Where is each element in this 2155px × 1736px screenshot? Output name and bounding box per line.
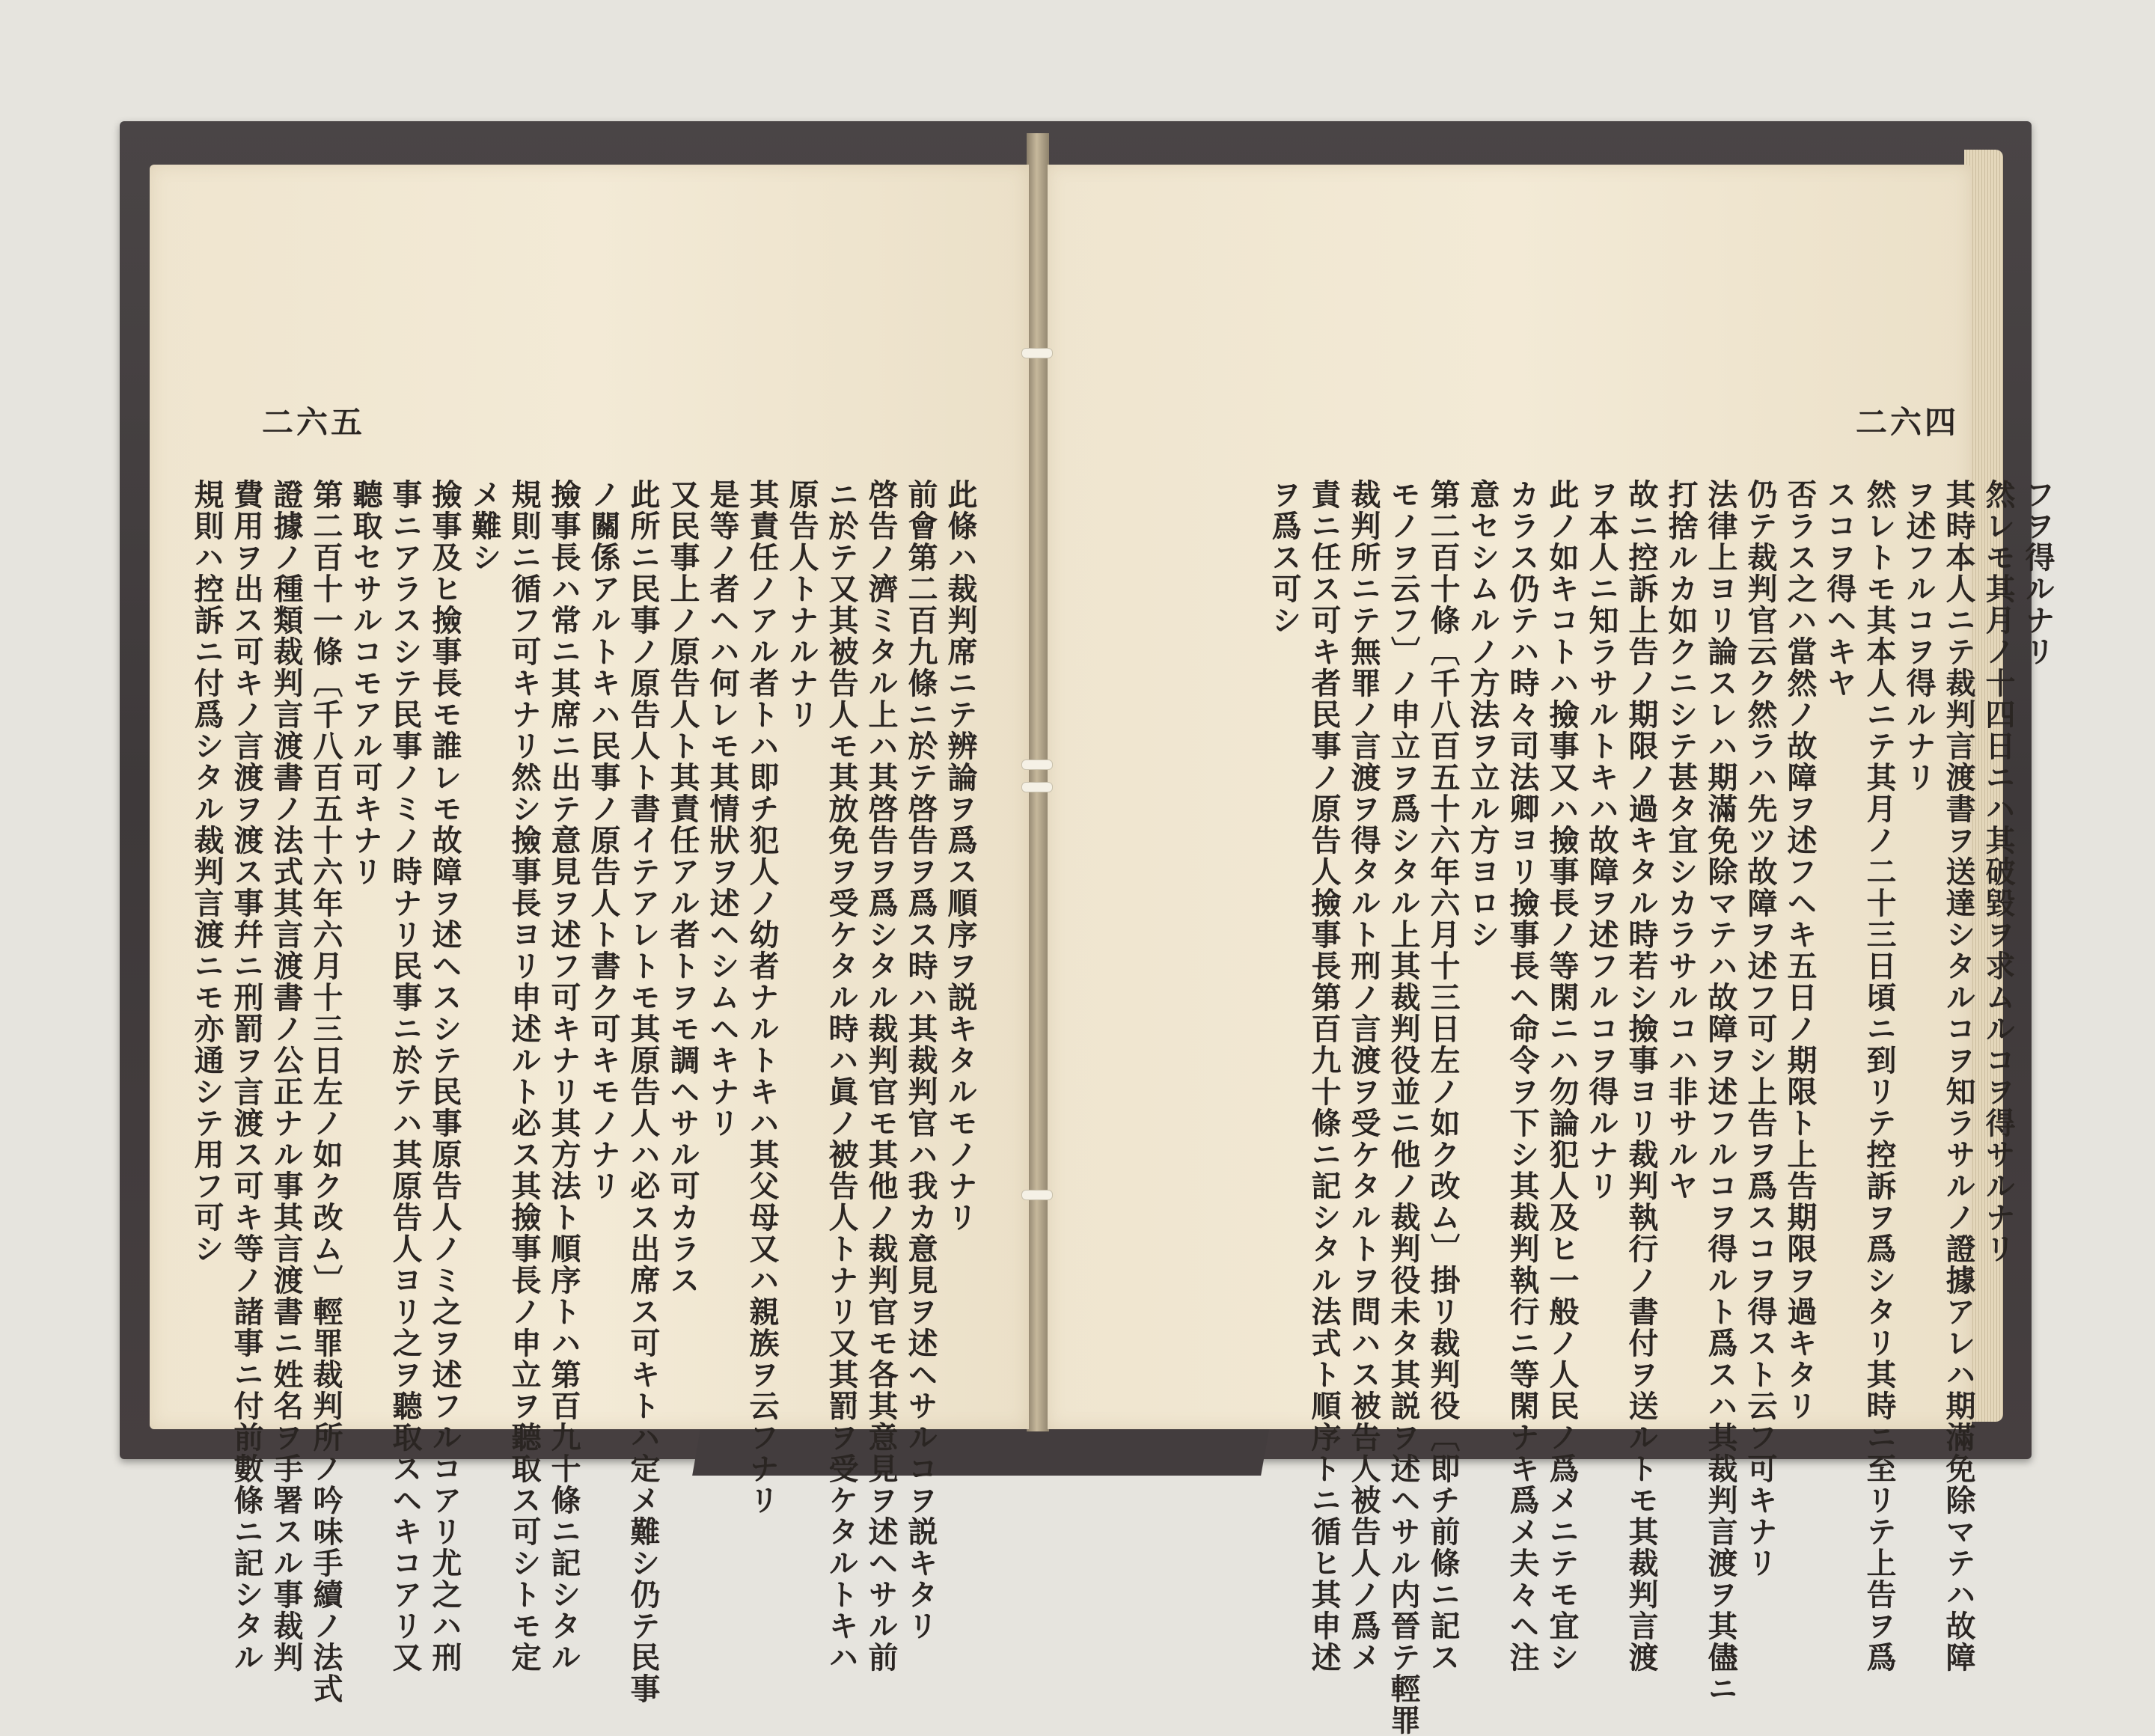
- text-line: 規則ハ控訴ニ付爲シタル裁判言渡ニモ亦通シテ用フ可シ: [189, 479, 224, 1265]
- text-line: 證據ノ種類裁判言渡書ノ法式其言渡書ノ公正ナル事其言渡書ニ姓名ヲ手署スル事裁判: [269, 479, 304, 1673]
- text-line: 打捨ルカ如クニシテ甚タ宜シカラサルコハ非サルヤ: [1663, 479, 1699, 1202]
- text-line: 責ニ任ス可キ者民事ノ原告人撿事長第百九十條ニ記シタル法式ト順序トニ循ヒ其申述: [1306, 479, 1342, 1673]
- text-line: 啓告ノ濟ミタル上ハ其啓告ヲ爲シタル裁判官モ其他ノ裁判官モ各其意見ヲ述ヘサル前: [863, 479, 899, 1673]
- text-line: 前會第二百九條ニ於テ啓告ヲ爲ス時ハ其裁判官ハ我カ意見ヲ述ヘサルコヲ説キタリ: [903, 479, 938, 1642]
- text-line: ヲ爲ス可シ: [1267, 479, 1302, 636]
- text-line: 然レトモ其本人ニテ其月ノ二十三日頃ニ到リテ控訴ヲ爲シタリ其時ニ至リテ上告ヲ爲: [1862, 479, 1897, 1673]
- binding-stitch: [1021, 782, 1053, 792]
- text-line: フヲ得ルナリ: [2020, 479, 2055, 667]
- text-line: 否ラス之ハ當然ノ故障ヲ述フヘキ五日ノ期限ト上告期限ヲ過キタリ: [1782, 479, 1818, 1422]
- text-line: 意セシムルノ方法ヲ立ル方ヨロシ: [1465, 479, 1500, 950]
- text-line: 其時本人ニテ裁判言渡書ヲ送達シタルコヲ知ラサルノ證據アレハ期滿免除マテハ故障: [1941, 479, 1976, 1673]
- text-line: 費用ヲ出ス可キノ言渡ヲ渡ス事幷ニ刑罰ヲ言渡ス可キ等ノ諸事ニ付前數條ニ記シタル: [229, 479, 264, 1673]
- text-line: 第二百十條〔千八百五十六年六月十三日左ノ如ク改ム〕掛リ裁判役〔即チ前條ニ記ス: [1425, 479, 1461, 1673]
- right-page-number: 二六四: [1856, 404, 1960, 441]
- text-line: 裁判所ニテ無罪ノ言渡ヲ得タルト刑ノ言渡ヲ受ケタルトヲ問ハス被告人被告人ノ爲メ: [1346, 479, 1381, 1673]
- text-line: 然レモ其月ノ十四日ニハ其破毀ヲ求ムルコヲ得サルナリ: [1981, 479, 2016, 1265]
- text-line: カラス仍テハ時々司法卿ヨリ撿事長ヘ命令ヲ下シ其裁判執行ニ等閑ナキ爲メ夫々ヘ注: [1505, 479, 1540, 1673]
- text-line: 此ノ如キコトハ撿事又ハ撿事長ノ等閑ニハ勿論犯人及ヒ一般ノ人民ノ爲メニテモ宜シ: [1544, 479, 1580, 1673]
- text-line: 規則ニ循フ可キナリ然シ撿事長ヨリ申述ルト必ス其撿事長ノ申立ヲ聽取ス可シトモ定: [507, 479, 542, 1673]
- text-line: ヲ述フルコヲ得ルナリ: [1901, 479, 1937, 793]
- text-line: ノ關係アルトキハ民事ノ原告人ト書ク可キモノナリ: [586, 479, 621, 1202]
- text-line: スコヲ得ヘキヤ: [1822, 479, 1857, 699]
- binding-stitch: [1021, 348, 1053, 358]
- text-line: 故ニ控訴上告ノ期限ノ過キタル時若シ撿事ヨリ裁判執行ノ書付ヲ送ルトモ其裁判言渡: [1624, 479, 1659, 1673]
- text-line: 此所ニ民事ノ原告人ト書イテアレトモ其原告人ハ必ス出席ス可キトハ定メ難シ仍テ民事: [626, 479, 661, 1705]
- left-page: [150, 165, 1029, 1705]
- text-line: 仍テ裁判官云ク然ラハ先ツ故障ヲ述フ可シ上告ヲ爲スコヲ得スト云フ可キナリ: [1743, 479, 1778, 1579]
- left-page-number: 二六五: [262, 404, 366, 441]
- binding-stitch: [1021, 760, 1053, 770]
- text-line: 撿事及ヒ撿事長モ誰レモ故障ヲ述ヘスシテ民事原告人ノミ之ヲ述フルコアリ尤之ハ刑: [427, 479, 462, 1673]
- text-line: 法律上ヨリ論スレハ期滿免除マテハ故障ヲ述フルコヲ得ルト爲スハ其裁判言渡ヲ其儘ニ: [1703, 479, 1738, 1705]
- text-line: 原告人トナルナリ: [784, 479, 819, 730]
- text-line: 第二百十一條〔千八百五十六年六月十三日左ノ如ク改ム〕輕罪裁判所ノ吟味手續ノ法式: [308, 479, 343, 1705]
- text-line: 此條ハ裁判席ニテ辨論ヲ爲ス順序ヲ説キタルモノナリ: [943, 479, 978, 1233]
- left-page-text: [189, 479, 980, 1705]
- text-line: 是等ノ者ヘハ何レモ其情狀ヲ述ヘシムヘキナリ: [705, 479, 740, 1139]
- text-line: 撿事長ハ常ニ其席ニ出テ意見ヲ述フ可キナリ其方法ト順序トハ第百九十條ニ記シタル: [546, 479, 581, 1673]
- text-line: モノヲ云フ〕ノ申立ヲ爲シタル上其裁判役並ニ他ノ裁判役未タ其説ヲ述ヘサル内晉テ輕罪: [1386, 479, 1421, 1736]
- right-page-text: [1265, 479, 2058, 1736]
- text-line: メ難シ: [467, 479, 502, 573]
- text-line: 又民事上ノ原告人ト其責任アル者トヲモ調ヘサル可カラス: [665, 479, 700, 1296]
- right-page: [1048, 165, 2055, 1736]
- text-line: 事ニアラスシテ民事ノミノ時ナリ民事ニ於テハ其原告人ヨリ之ヲ聽取スヘキコアリ又: [388, 479, 423, 1673]
- text-line: ヲ本人ニ知ラサルトキハ故障ヲ述フルコヲ得ルナリ: [1584, 479, 1619, 1202]
- text-line: 其責任ノアル者トハ即チ犯人ノ幼者ナルトキハ其父母又ハ親族ヲ云フナリ: [745, 479, 780, 1516]
- binding-stitch: [1021, 1190, 1053, 1200]
- text-line: 聽取セサルコモアル可キナリ: [348, 479, 383, 887]
- text-line: ニ於テ又其被告人モ其放免ヲ受ケタル時ハ眞ノ被告人トナリ又其罰ヲ受ケタルトキハ: [824, 479, 859, 1673]
